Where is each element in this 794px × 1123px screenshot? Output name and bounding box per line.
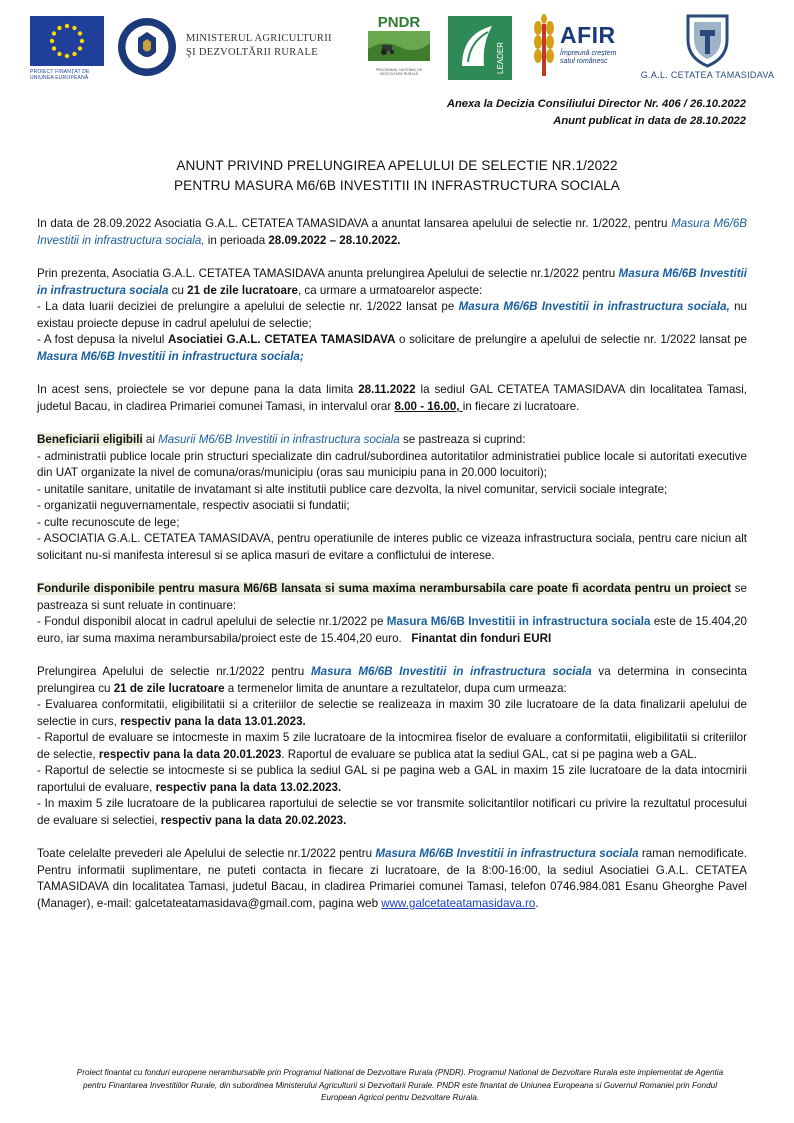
title-line2: PENTRU MASURA M6/6B INVESTITII IN INFRASTRUCTURA SOCIALA <box>174 178 620 193</box>
reason-item <box>37 332 747 365</box>
text: Prin prezenta, Asociatia G.A.L. CETATEA TAMASIDAVA anunta prelungirea Apelului de selectie nr.1/2022 pentru <box>37 267 619 280</box>
ministry-line1: MINISTERUL AGRICULTURII <box>186 33 332 44</box>
text: , ca urmare a urmatoarelor aspecte: <box>297 283 483 297</box>
text: Prelungirea Apelului de selectie nr.1/2022 pentru <box>37 665 311 678</box>
text: - A fost depusa la nivelul <box>37 333 169 346</box>
eu-caption: PROIECT FINANȚAT DE UNIUNEA EUROPEANĂ <box>30 69 90 81</box>
measure-name: Masura M6/6B Investitii in infrastructura sociala <box>311 665 592 678</box>
text: . <box>535 896 539 910</box>
funds-intro <box>37 581 747 614</box>
government-seal-icon <box>116 16 178 78</box>
list-item: - administratii publice locale prin structuri specializate din cadrul/subordinea autoritatilor administratiei publice locale si autoritati executive din UAT organizate la nivel de comuna/oras/municipiu (oras sau municipiu pana in 20.000 locuitori); <box>37 449 747 479</box>
ministry-logo <box>186 32 332 60</box>
timeline-date: respectiv pana la data 13.01.2023. <box>120 714 306 728</box>
measure-name: Masura M6/6B Investitii in infrastructura sociala, <box>458 300 730 313</box>
timeline-item <box>37 730 747 763</box>
text: a termenelor limita de anuntare a rezultatelor, dupa cum urmeaza: <box>224 681 567 695</box>
leader-logo <box>448 16 512 80</box>
measure-name: Masura M6/6B Investitii in infrastructura sociala <box>375 847 639 860</box>
paragraph-contact <box>37 846 747 912</box>
text: la sediul GAL CETATEA TAMASIDAVA din localitatea Tamasi, judetul Bacau, in cladirea Primariei comunei Tamasi, in intervalul orar <box>37 383 748 413</box>
paragraph-funds <box>37 581 751 647</box>
section-heading: Fondurile disponibile pentru masura M6/6B lansata si suma maxima nerambursabila care poate fi acordata pentru un proiect <box>37 582 731 595</box>
deadline-date: 28.11.2022 <box>358 383 416 396</box>
funding-source: Finantat din fonduri EURI <box>411 631 552 645</box>
reason-item <box>37 299 747 332</box>
text: - Raportul de selectie se intocmeste si se publica la sediul GAL si pe pagina web a GAL in maxim 15 zile lucratoare de la data intocmirii raportului de evaluare, <box>37 764 747 794</box>
text: - La data luarii deciziei de prelungire a apelului de selectie nr. 1/2022 lansat pe <box>37 300 459 313</box>
list-item: - culte recunoscute de lege; <box>37 515 180 529</box>
paragraph-timeline <box>37 664 747 829</box>
extension-intro <box>37 266 747 299</box>
annex-line1: Anexa la Decizia Consiliului Director Nr. 406 / 26.10.2022 <box>446 98 746 110</box>
extension-days: 21 de zile lucratoare <box>113 681 225 695</box>
text: nu existau proiecte depuse in cadrul apelului de selectie; <box>37 300 747 330</box>
text: In acest sens, proiectele se vor depune pana la data limita <box>37 383 359 396</box>
funding-footer: Proiect finantat cu fonduri europene nerambursabile prin Programul National de Dezvoltare Rurala (PNDR). Programul National de Dezvoltare Rurala este implementat de Agentia pentru Finantarea Investitiilor Rurale, din subordinea Ministerului Agriculturii si Dezvoltarii Rurale. PNDR este finantat de Uniunea Europeana si Guvernul Romaniei prin Fondul European Agricol pentru Dezvoltare Rurala. <box>76 1068 724 1102</box>
afir-name: AFIR <box>560 22 616 48</box>
gal-shield-icon <box>640 12 775 68</box>
leader-text: LEADER <box>496 41 505 74</box>
text: in perioada <box>204 233 269 247</box>
paragraph-extension <box>37 266 747 365</box>
annex-header <box>447 96 746 130</box>
document-body <box>37 216 751 929</box>
funds-item <box>37 614 751 647</box>
text: cu <box>168 283 188 297</box>
text: In data de 28.09.2022 Asociatia G.A.L. CETATEA TAMASIDAVA a anuntat lansarea apelului de selectie nr. 1/2022, pentru <box>37 217 672 230</box>
beneficiaries-intro <box>37 432 747 449</box>
pndr-subtitle: PROGRAMUL NAȚIONAL DE DEZVOLTARE RURALĂ <box>375 68 423 76</box>
text: - Fondul disponibil alocat in cadrul apelului de selectie nr.1/2022 pe <box>37 615 387 628</box>
paragraph-beneficiaries <box>37 432 747 564</box>
text: se pastreaza si cuprind: <box>399 433 526 446</box>
afir-tagline <box>560 50 616 66</box>
timeline-intro <box>37 664 747 697</box>
paragraph-deadline <box>37 382 747 415</box>
pndr-text: PNDR <box>377 14 421 31</box>
list-item: - organizatii neguvernamentale, respectiv asociatii si fundatii; <box>37 499 350 512</box>
afir-tagline-line1: Împreună creștem <box>560 50 617 57</box>
eu-flag-icon <box>30 16 104 66</box>
timeline-date: respectiv pana la data 13.02.2023. <box>155 780 342 794</box>
period-dates: 28.09.2022 – 28.10.2022. <box>268 233 401 247</box>
pndr-landscape-icon <box>364 31 434 61</box>
gal-logo <box>640 12 775 86</box>
text: - Evaluarea conformitatii, eligibilitatii si a criteriilor de selectie se realizeaza in maxim 30 zile lucratoare de la data finalizarii apelului de selectie in curs, <box>37 698 747 728</box>
logo-strip <box>30 12 775 88</box>
text: va determina in consecinta prelungirea cu <box>37 665 748 695</box>
timeline-item <box>37 796 747 829</box>
text: in fiecare zi lucratoare. <box>462 399 580 413</box>
text: . Raportul de evaluare se publica atat la sediul GAL, cat si pe pagina web a GAL. <box>281 747 697 761</box>
text: Toate celelalte prevederi ale Apelului de selectie nr.1/2022 pentru <box>37 847 376 860</box>
text: se pastreaza si sunt reluate in continuare: <box>37 582 747 612</box>
measure-name: Masura M6/6B Investitii in infrastructura sociala, <box>37 217 748 247</box>
list-item: - ASOCIATIA G.A.L. CETATEA TAMASIDAVA, pentru operatiunile de interes public ce vizeaza infrastructura sociala, pentru care niciun alt solicitant nu-si manifesta interesul si se aplica masuri de evitare a conflictului de interese. <box>37 532 747 562</box>
paragraph-launch <box>37 216 747 249</box>
timeline-item <box>37 697 747 730</box>
measure-name: Masura M6/6B Investitii in infrastructura sociala <box>386 615 651 628</box>
afir-tagline-line2: satul românesc <box>560 58 608 65</box>
title-line1: ANUNT PRIVIND PRELUNGIREA APELULUI DE SELECTIE NR.1/2022 <box>176 158 618 173</box>
gal-name: G.A.L. CETATEA TAMASIDAVA <box>640 70 775 80</box>
text: - In maxim 5 zile lucratoare de la publicarea raportului de selectie se vor transmite solicitantilor notificari cu privire la rezultatul procesului de evaluare si selectiei, <box>37 797 747 827</box>
measure-name: Masura M6/6B Investitii in infrastructura sociala <box>37 267 747 297</box>
association-name: Asociatiei G.A.L. CETATEA TAMASIDAVA <box>168 333 396 346</box>
text: o solicitare de prelungire a apelului de selectie nr. 1/2022 lansat pe <box>395 333 747 346</box>
timeline-date: respectiv pana la data 20.01.2023 <box>98 747 282 761</box>
timeline-date: respectiv pana la data 20.02.2023. <box>160 813 347 827</box>
pndr-logo <box>364 14 434 80</box>
extension-days: 21 de zile lucratoare <box>187 283 298 297</box>
timeline-item <box>37 763 747 796</box>
section-heading: Beneficiarii eligibili <box>37 433 143 446</box>
text: ai <box>142 433 159 446</box>
text: - Raportul de evaluare se intocmeste in maxim 5 zile lucratoare de la intocmirea fiselor de evaluare a conformitatii, eligibilitatii si criteriilor de selectie, <box>37 731 747 761</box>
office-hours: 8.00 - 16.00, <box>394 399 463 413</box>
measure-name: Masura M6/6B Investitii in infrastructura sociala; <box>37 349 304 363</box>
ministry-line2: ŞI DEZVOLTĂRII RURALE <box>186 47 318 58</box>
list-item: - unitatile sanitare, unitatile de invatamant si alte institutii publice care dezvolta, la nivel comunitar, servicii sociale integrate; <box>37 482 668 496</box>
eu-logo <box>30 16 106 81</box>
text: este de 15.404,20 euro, iar suma maxima nerambursabila/proiect este de 15.404,20 euro. <box>37 615 751 645</box>
measure-name: Masurii M6/6B Investitii in infrastructura sociala <box>158 433 400 446</box>
text: raman nemodificate. Pentru informatii suplimentare, ne puteti contacta in fiecare zi lucratoare, de la 8:00-16:00, la sediul Asociatiei G.A.L. CETATEA TAMASIDAVA din localitatea Tamasi, judetul Bacau, in cladirea Primariei comunei Tamasi, telefon 0746.984.081 Esanu Gheorghe Pavel (Manager), e-mail: galcetateatamasidava@gmail.com, pagina web <box>37 847 747 910</box>
afir-logo <box>530 14 635 80</box>
wheat-icon <box>530 14 558 80</box>
annex-line2: Anunt publicat in data de 28.10.2022 <box>553 115 746 127</box>
website-link[interactable]: www.galcetateatamasidava.ro <box>381 896 536 910</box>
document-title <box>0 156 794 196</box>
